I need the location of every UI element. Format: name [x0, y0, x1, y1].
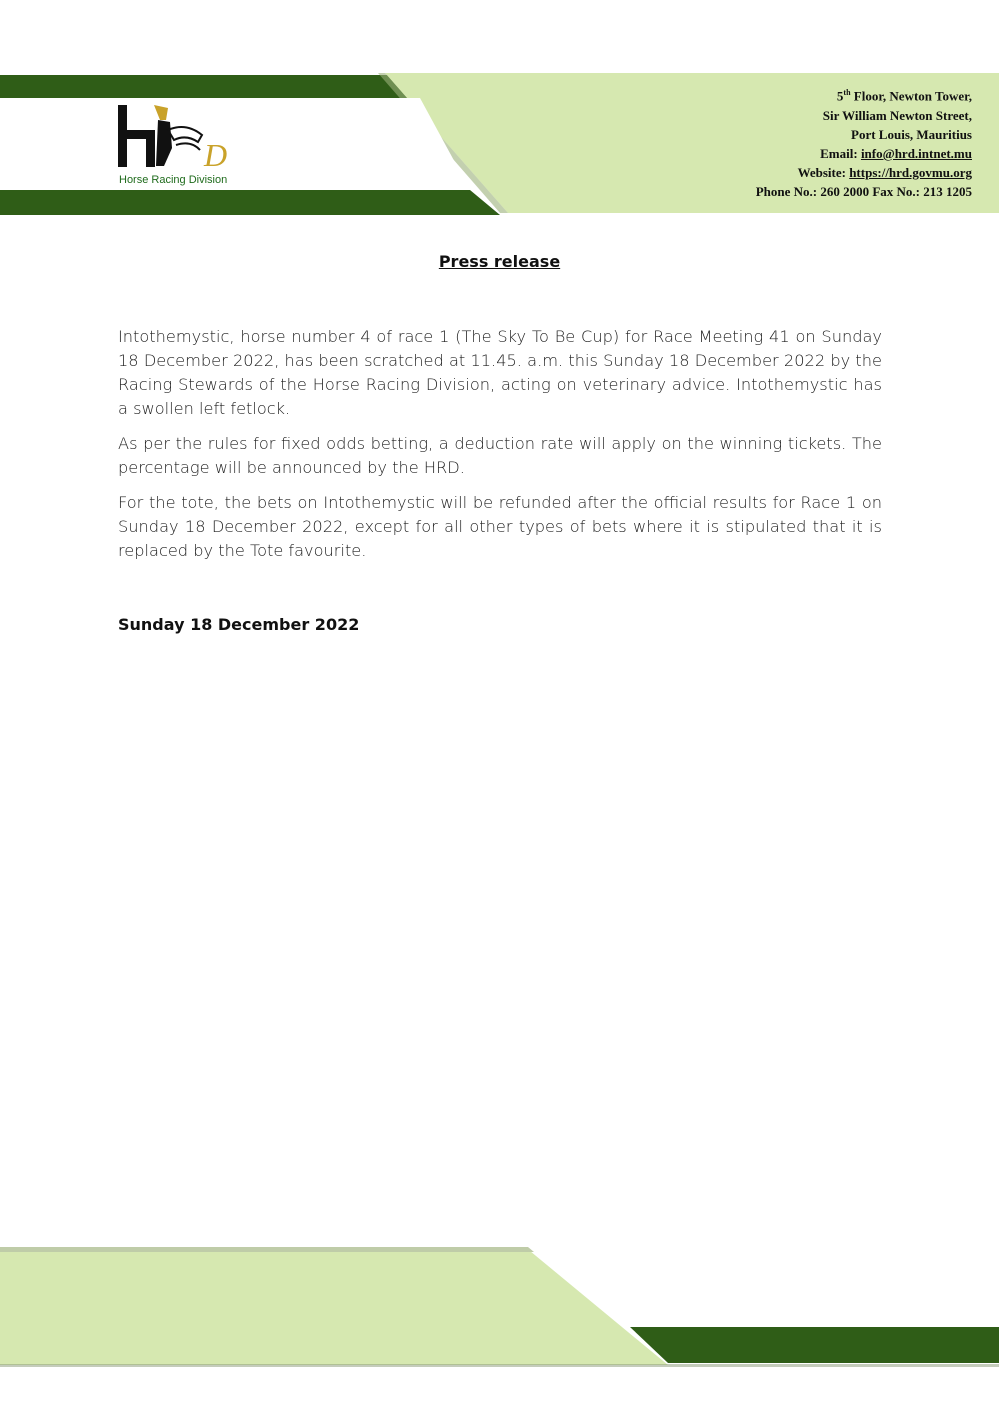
website-link[interactable]: https://hrd.govmu.org [849, 165, 972, 181]
paragraph: As per the rules for fixed odds betting, a deduction rate will apply on the winning tickets. The percentage will be announced by the HRD. [118, 434, 882, 477]
logo-caption: Horse Racing Division [119, 174, 228, 186]
email-link[interactable]: info@hrd.intnet.mu [860, 145, 972, 161]
contact-block [756, 83, 972, 202]
paragraph: Intothemystic, horse number 4 of race 1 (The Sky To Be Cup) for Race Meeting 41 on Sunday 18 December 2022, has been scratched at 11.45. a.m. this Sunday 18 December 2022 by the Racing Stewards of the Horse Racing Division, acting on veterinary advice. Intothemystic has a swollen left fetlock. [118, 327, 882, 418]
document-title: Press release [438, 252, 561, 271]
phone-line: Phone No.: 260 2000 Fax No.: 213 1205 [755, 184, 972, 200]
address-city: Port Louis, Mauritius [851, 126, 972, 142]
document-date: Sunday 18 December 2022 [118, 615, 360, 634]
paragraph: For the tote, the bets on Intothemystic will be refunded after the official results for Race 1 on Sunday 18 December 2022, except for all other types of bets where it is stipulated that it is replaced by the Tote favourite. [118, 493, 882, 560]
email-line: Email: info@hrd.intnet.mu [820, 145, 972, 161]
document-body [118, 325, 882, 574]
address-floor: 5th Floor, Newton Tower, [836, 88, 972, 104]
footer-banner [0, 1245, 999, 1375]
svg-text:D: D [204, 137, 228, 173]
address-street: Sir William Newton Street, [822, 107, 972, 123]
website-line: Website: https://hrd.govmu.org [797, 165, 972, 181]
